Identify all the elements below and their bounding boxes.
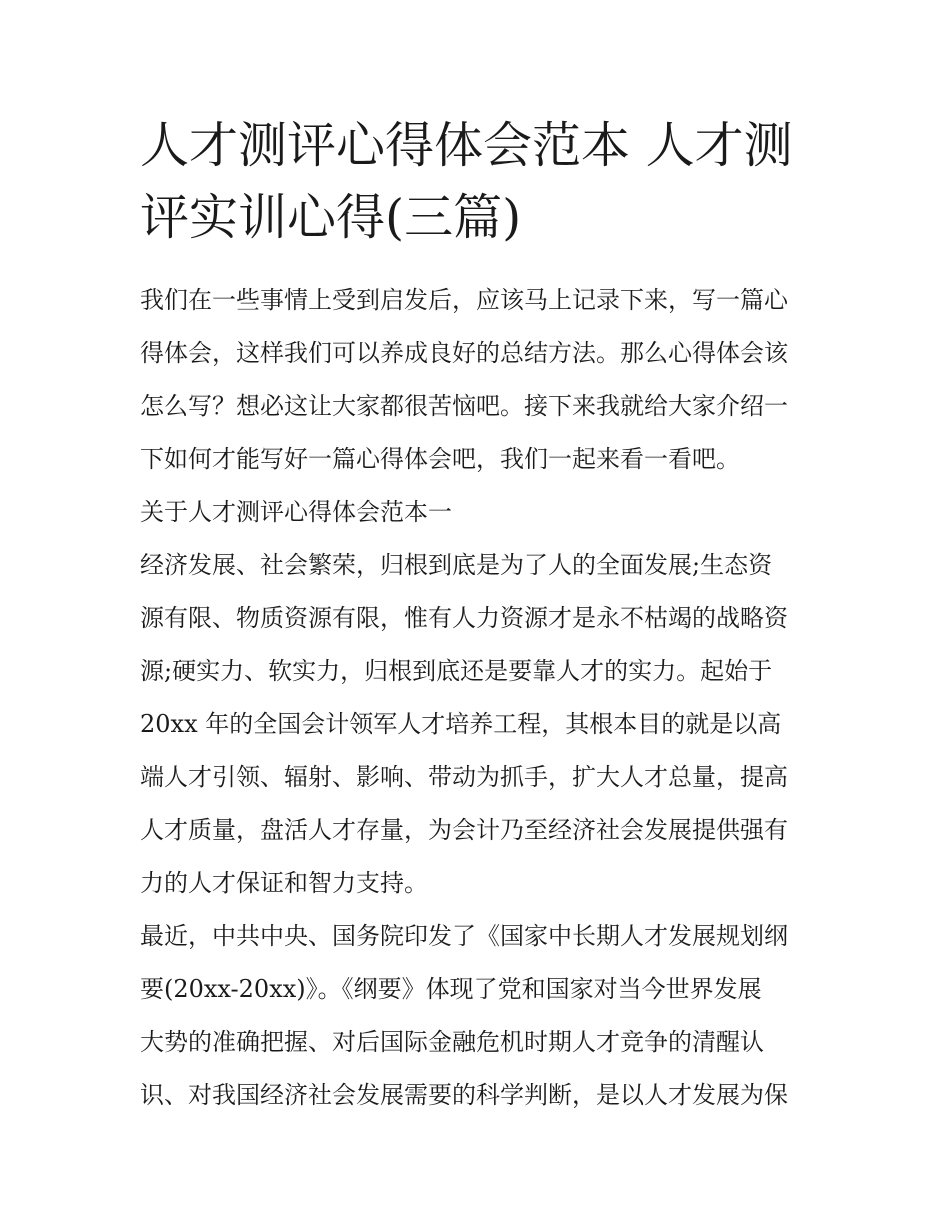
paragraph-line: 力的人才保证和智力支持。 [140, 869, 428, 897]
paragraph-line: 经济发展、社会繁荣，归根到底是为了人的全面发展;生态资 [140, 551, 773, 579]
paragraph-line: 大势的准确把握、对后国际金融危机时期人才竞争的清醒认 [140, 1028, 764, 1056]
paragraph-line: 源;硬实力、软实力，归根到底还是要靠人才的实力。起始于 [140, 657, 773, 685]
intro-line: 怎么写？想必这让大家都很苦恼吧。接下来我就给大家介绍一 [140, 392, 788, 420]
paragraph-line: 20xx 年的全国会计领军人才培养工程，其根本目的就是以高 [140, 710, 782, 738]
paragraph-line: 识、对我国经济社会发展需要的科学判断，是以人才发展为保 [140, 1081, 788, 1109]
paragraph-1 [140, 539, 815, 910]
intro-line: 下如何才能写好一篇心得体会吧，我们一起来看一看吧。 [140, 445, 740, 473]
section-heading-text: 关于人才测评心得体会范本一 [140, 498, 452, 526]
document-title [140, 110, 815, 254]
intro-line: 得体会，这样我们可以养成良好的总结方法。那么心得体会该 [140, 339, 788, 367]
paragraph-line: 源有限、物质资源有限，惟有人力资源才是永不枯竭的战略资 [140, 604, 788, 632]
paragraph-2 [140, 910, 815, 1122]
paragraph-line: 人才质量，盘活人才存量，为会计乃至经济社会发展提供强有 [140, 816, 788, 844]
paragraph-line: 最近，中共中央、国务院印发了《国家中长期人才发展规划纲 [140, 922, 788, 950]
intro-paragraph [140, 274, 815, 486]
title-line: 人才测评心得体会范本 人才测 [140, 117, 793, 174]
document-page [140, 110, 815, 1122]
intro-line: 我们在一些事情上受到启发后，应该马上记录下来，写一篇心 [140, 286, 788, 314]
paragraph-line: 端人才引领、辐射、影响、带动为抓手，扩大人才总量，提高 [140, 763, 788, 791]
paragraph-line: 要(20xx-20xx)》。《纲要》体现了党和国家对当今世界发展 [140, 975, 762, 1003]
title-line: 评实训心得(三篇) [140, 189, 522, 246]
section-heading [140, 486, 815, 539]
